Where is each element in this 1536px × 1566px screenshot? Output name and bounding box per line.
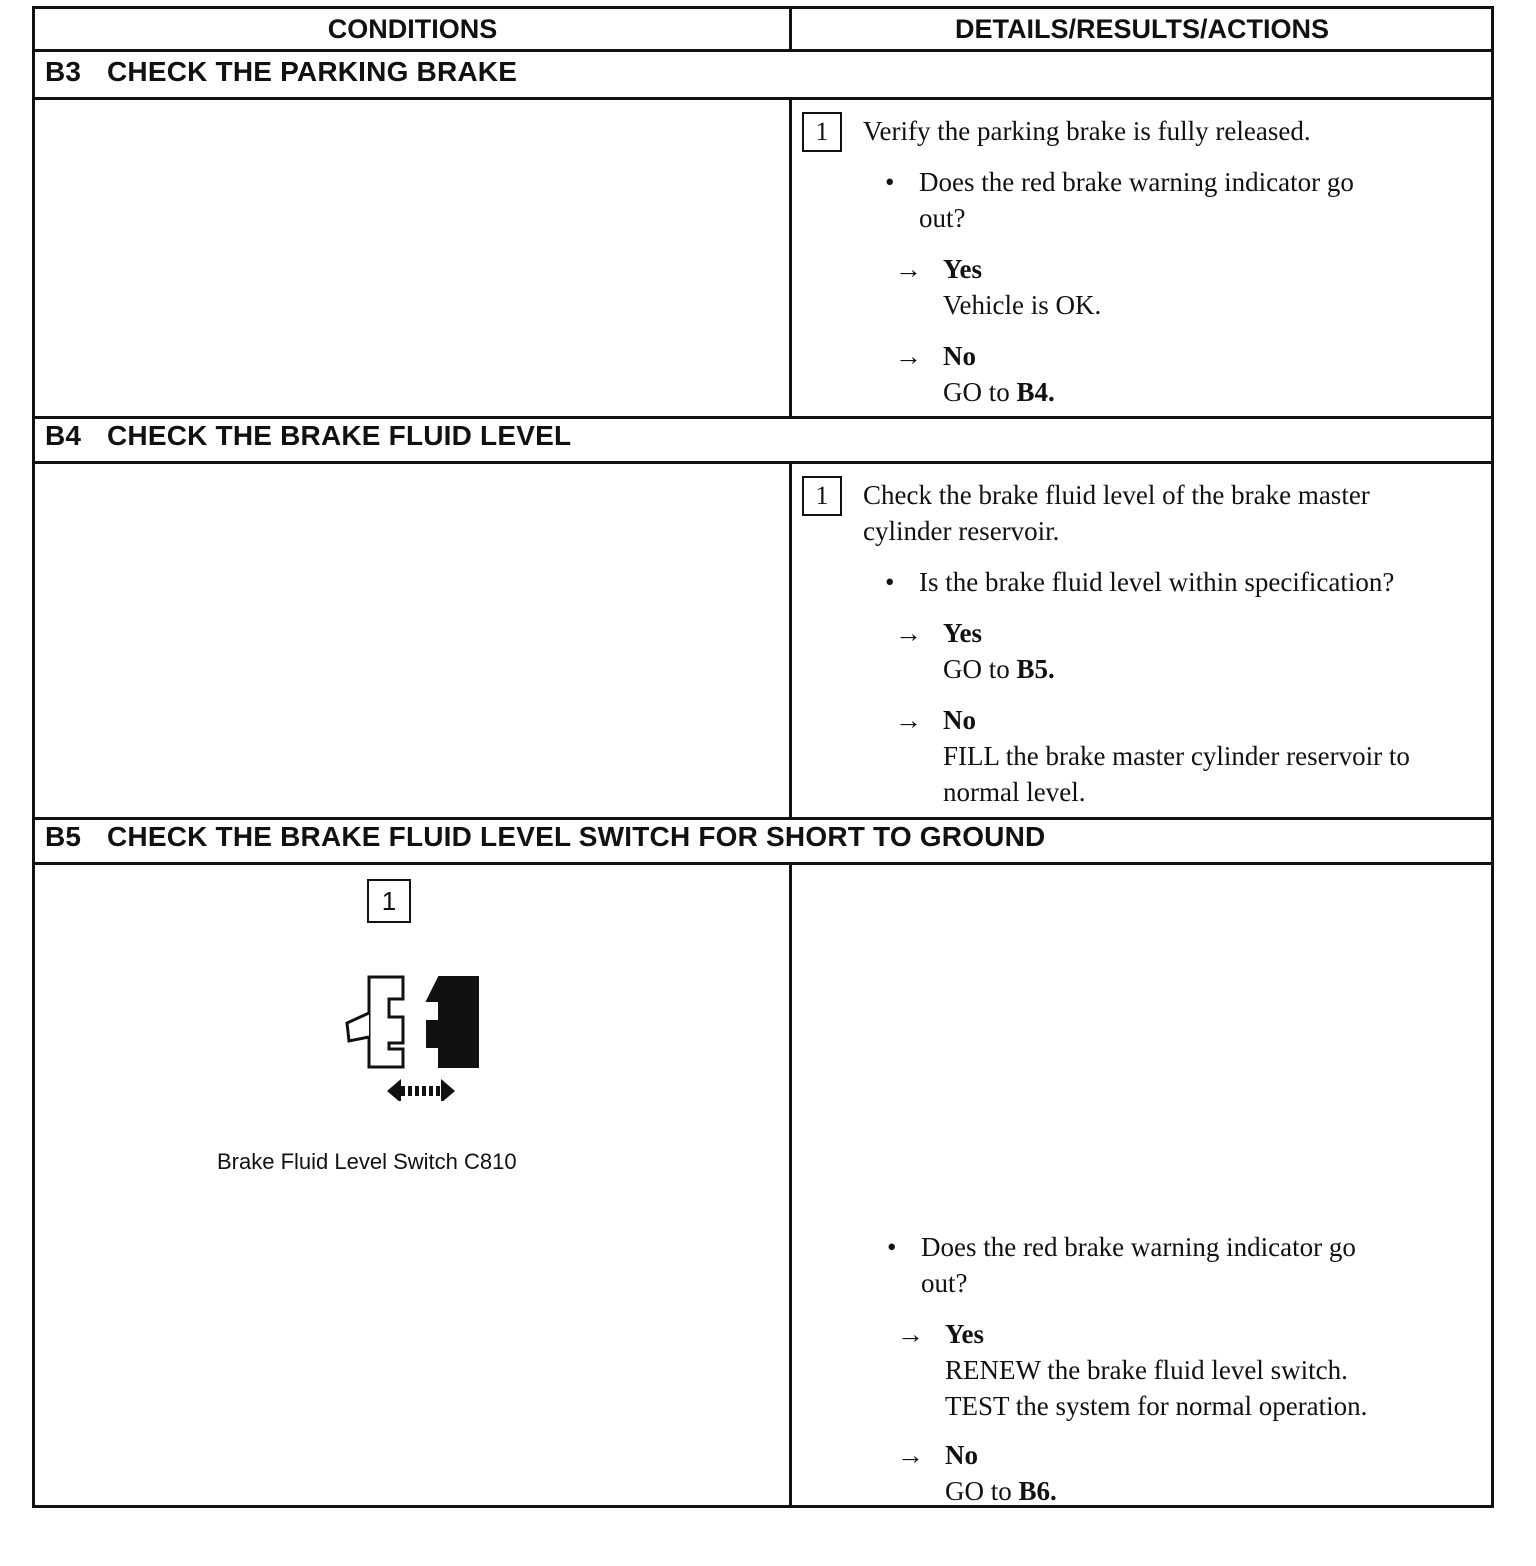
- divider: [35, 97, 1491, 100]
- question-line: out?: [919, 203, 966, 233]
- no-result: GO to B4.: [943, 377, 1055, 407]
- column-divider: [789, 464, 792, 817]
- section-title-b5: B5 CHECK THE BRAKE FLUID LEVEL SWITCH FOR SHORT TO GROUND: [45, 821, 1046, 852]
- section-title-b3: B3 CHECK THE PARKING BRAKE: [45, 56, 518, 87]
- header-divider: [789, 9, 792, 52]
- bullet-icon: •: [887, 1232, 897, 1262]
- step-number-box: 1: [802, 476, 842, 516]
- right-arrow-icon: →: [895, 254, 922, 284]
- step-number-box: 1: [802, 112, 842, 152]
- step-instruction: Check the brake fluid level of the brake master: [863, 480, 1370, 510]
- bullet-icon: •: [885, 167, 895, 197]
- right-arrow-icon: →: [895, 341, 922, 371]
- yes-result: RENEW the brake fluid level switch.: [945, 1355, 1348, 1385]
- step-reference: B4.: [1016, 377, 1055, 407]
- step-reference: B6.: [1018, 1476, 1057, 1506]
- question-line: Does the red brake warning indicator go: [921, 1232, 1356, 1262]
- step-instruction: Verify the parking brake is fully released.: [863, 116, 1311, 146]
- divider: [35, 461, 1491, 464]
- no-result: normal level.: [943, 777, 1086, 807]
- right-arrow-icon: →: [895, 705, 922, 735]
- no-label: No: [945, 1440, 978, 1470]
- section-title-b4: B4 CHECK THE BRAKE FLUID LEVEL: [45, 420, 572, 451]
- divider: [35, 817, 1491, 820]
- details-header: DETAILS/RESULTS/ACTIONS: [954, 14, 1329, 44]
- step-instruction: cylinder reservoir.: [863, 516, 1060, 546]
- yes-result: Vehicle is OK.: [943, 290, 1102, 320]
- no-label: No: [943, 705, 976, 735]
- step-number-box: 1: [367, 879, 411, 923]
- conditions-header: CONDITIONS: [327, 14, 498, 44]
- divider: [35, 416, 1491, 419]
- connector-disconnect-icon: [341, 971, 481, 1101]
- question-line: out?: [921, 1268, 968, 1298]
- right-arrow-icon: →: [897, 1440, 924, 1470]
- bullet-icon: •: [885, 567, 895, 597]
- yes-label: Yes: [943, 254, 982, 284]
- no-label: No: [943, 341, 976, 371]
- table-header: [35, 9, 1491, 52]
- divider: [35, 862, 1491, 865]
- right-arrow-icon: →: [897, 1319, 924, 1349]
- step-reference: B5.: [1016, 654, 1055, 684]
- column-divider: [789, 100, 792, 416]
- yes-label: Yes: [943, 618, 982, 648]
- no-result: FILL the brake master cylinder reservoir to: [943, 741, 1410, 771]
- yes-result: TEST the system for normal operation.: [945, 1391, 1368, 1421]
- no-result: GO to B6.: [945, 1476, 1057, 1506]
- diagnostic-table: [32, 6, 1494, 1508]
- figure-caption: Brake Fluid Level Switch C810: [217, 1149, 517, 1174]
- right-arrow-icon: →: [895, 618, 922, 648]
- question-line: Does the red brake warning indicator go: [919, 167, 1354, 197]
- yes-label: Yes: [945, 1319, 984, 1349]
- column-divider: [789, 865, 792, 1505]
- yes-result: GO to B5.: [943, 654, 1055, 684]
- question-line: Is the brake fluid level within specification?: [919, 567, 1395, 597]
